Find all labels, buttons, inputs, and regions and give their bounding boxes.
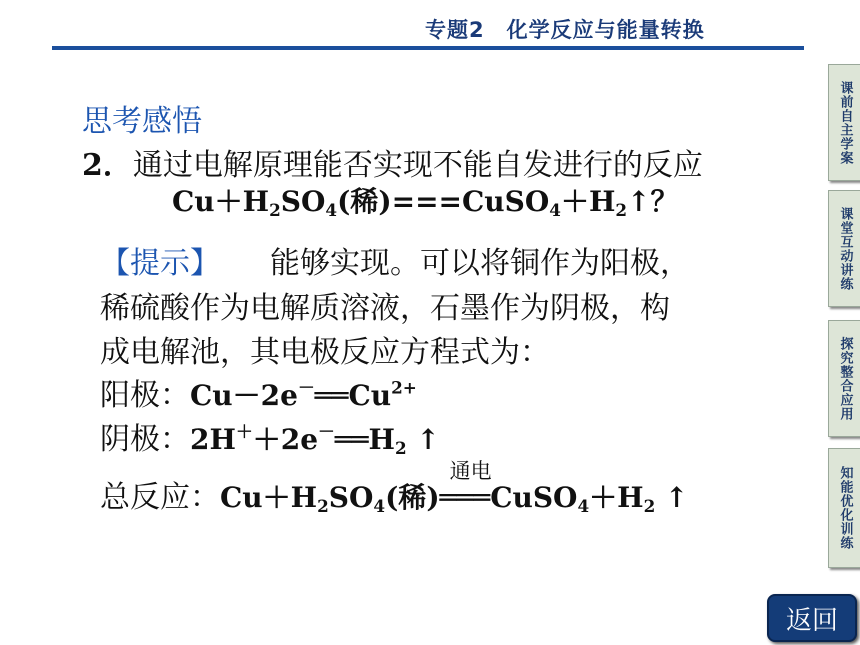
- header-divider: [52, 46, 804, 50]
- nav-tab-label: 课前自主学案: [837, 80, 853, 165]
- cathode-equation: 阴极：$2H^++2e^-══H_2$ ↑: [100, 421, 440, 459]
- nav-tab-inquiry[interactable]: [828, 320, 860, 437]
- electrolysis-condition: 通电: [449, 459, 492, 483]
- nav-tab-inclass[interactable]: [828, 190, 860, 307]
- overall-equation: 总反应：$Cu+H_2SO_4$(稀) 通电 $═══CuSO_4+H_2$ ↑: [100, 472, 689, 516]
- nav-tab-label: 探究整合应用: [837, 336, 853, 421]
- nav-tab-label: 课堂互动讲练: [837, 206, 853, 291]
- question-text: 通过电解原理能否实现不能自发进行的反应: [132, 148, 703, 183]
- hint-line-3: 成电解池，其电极反应方程式为：: [100, 335, 550, 370]
- back-button[interactable]: 返回: [767, 594, 857, 642]
- hint-line-2: 稀硫酸作为电解质溶液，石墨作为阴极，构: [100, 291, 670, 326]
- anode-equation: 阳极：$Cu-2e^-══Cu^{2+}$: [100, 377, 417, 413]
- question-equation: $Cu+H_2SO_4$(稀)$===CuSO_4+H_2↑$？: [172, 185, 679, 221]
- nav-tab-practice[interactable]: [828, 448, 860, 568]
- section-heading: 思考感悟: [82, 104, 202, 139]
- nav-tab-label: 知能优化训练: [837, 466, 853, 550]
- question-number: 2．: [82, 148, 133, 183]
- hint-label: 【提示】: [100, 246, 220, 281]
- question-line: [82, 140, 703, 184]
- nav-tab-preclass[interactable]: [828, 64, 860, 181]
- page-header-title: 专题2 化学反应与能量转换: [425, 18, 705, 42]
- hint-line-1: 能够实现。可以将铜作为阳极，: [270, 246, 690, 281]
